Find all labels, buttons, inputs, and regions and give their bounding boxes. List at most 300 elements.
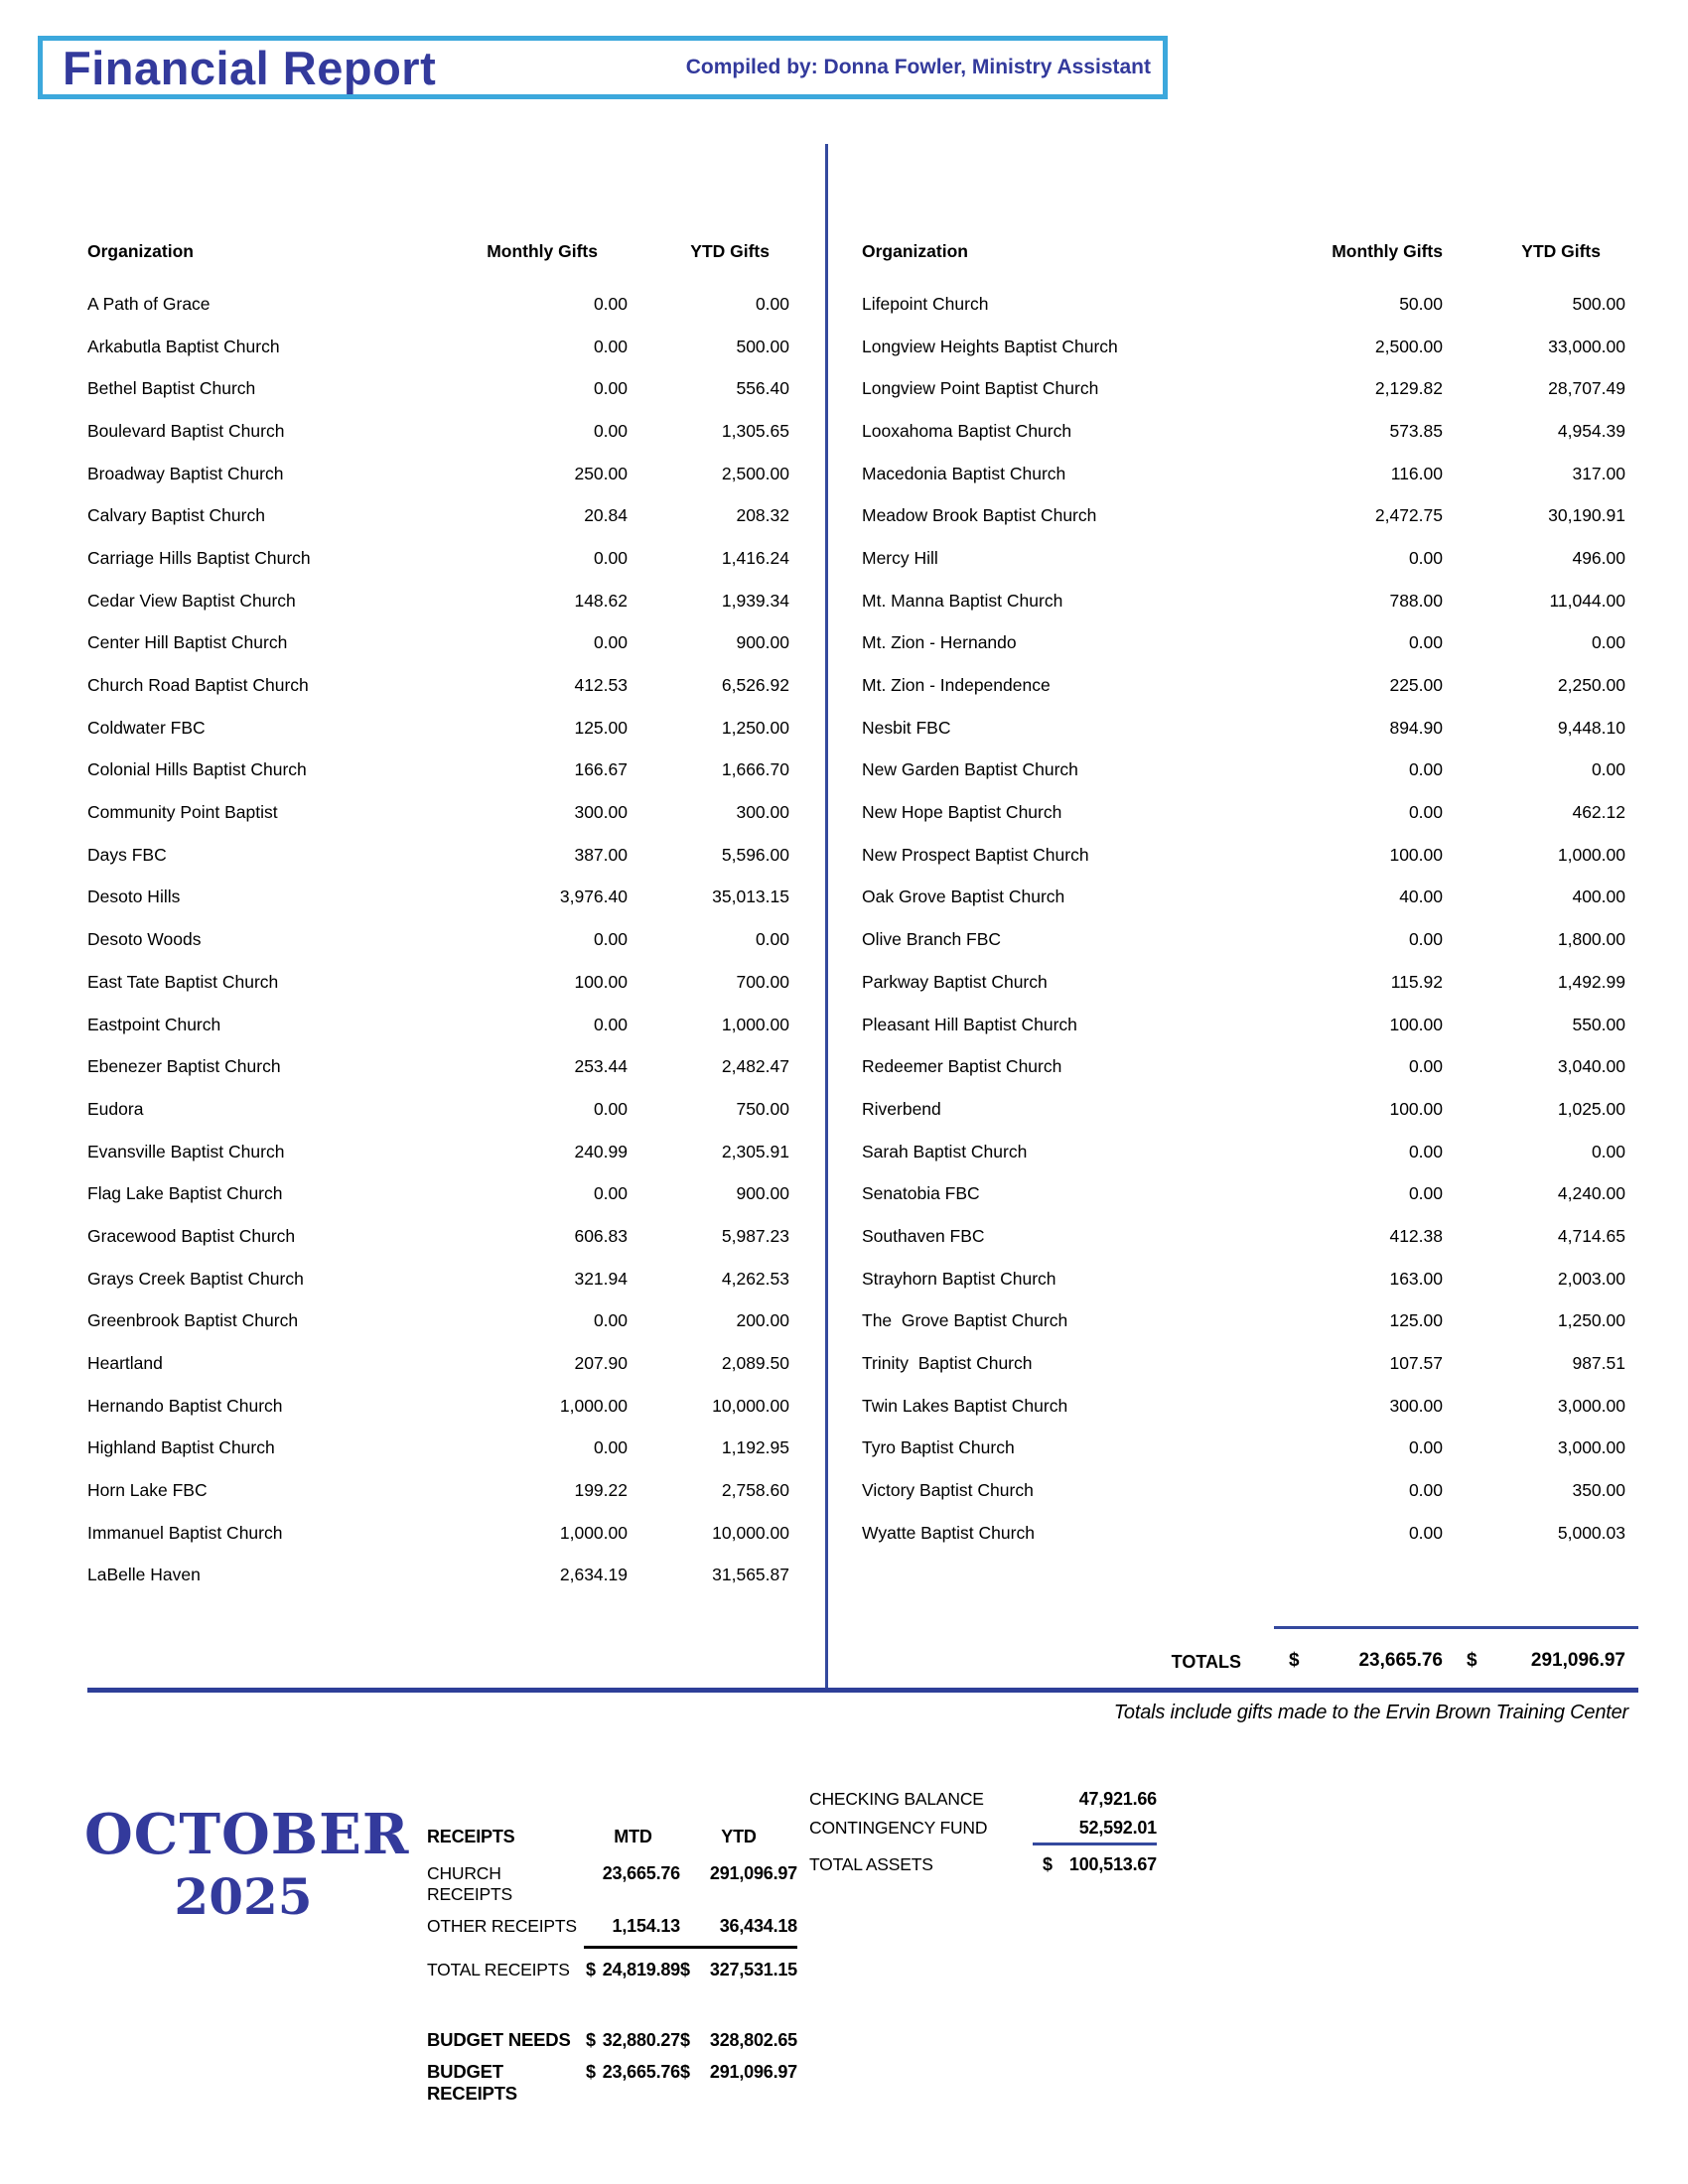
org-name: Bethel Baptist Church: [87, 378, 256, 399]
receipts-sum-rule: [584, 1946, 797, 1949]
monthly-gifts-value: 894.90: [1389, 717, 1443, 738]
monthly-gifts-value: 0.00: [593, 929, 628, 950]
table-row: [862, 1258, 1625, 1300]
receipts-section: [427, 1827, 804, 2105]
org-name: Horn Lake FBC: [87, 1480, 208, 1501]
table-row: [862, 664, 1625, 707]
table-row: [87, 1215, 789, 1258]
table-row: [87, 622, 789, 665]
monthly-gifts-value: 166.67: [574, 759, 628, 780]
ytd-gifts-value: 1,000.00: [1557, 844, 1625, 865]
ytd-gifts-value: 1,250.00: [1557, 1310, 1625, 1331]
org-name: Longview Heights Baptist Church: [862, 336, 1118, 356]
org-name: Cedar View Baptist Church: [87, 590, 296, 611]
org-name: Mt. Manna Baptist Church: [862, 590, 1063, 611]
monthly-gifts-value: 100.00: [1389, 844, 1443, 865]
table-row: [87, 1258, 789, 1300]
monthly-gifts-value: 125.00: [574, 717, 628, 738]
monthly-gifts-value: 412.53: [574, 675, 628, 696]
org-name: Meadow Brook Baptist Church: [862, 505, 1097, 526]
ytd-gifts-value: 1,492.99: [1557, 971, 1625, 992]
monthly-gifts-value: 163.00: [1389, 1268, 1443, 1289]
balances-sum-rule: [1033, 1843, 1157, 1845]
ytd-value: $ 291,096.97: [680, 2062, 797, 2082]
mtd-value: $ 32,880.27: [586, 2030, 680, 2050]
org-name: Senatobia FBC: [862, 1183, 980, 1204]
org-name: Eastpoint Church: [87, 1014, 221, 1034]
org-name: Desoto Woods: [87, 929, 202, 950]
table-row: [87, 877, 789, 919]
table-row: [87, 1428, 789, 1470]
table-row: [862, 622, 1625, 665]
table-row: [862, 1385, 1625, 1428]
ytd-gifts-value: 11,044.00: [1549, 590, 1625, 611]
org-name: Longview Point Baptist Church: [862, 378, 1099, 399]
ytd-gifts-value: 3,000.00: [1557, 1395, 1625, 1416]
monthly-gifts-value: 0.00: [1408, 547, 1443, 568]
monthly-gifts-value: 2,472.75: [1374, 505, 1443, 526]
ytd-gifts-value: 500.00: [736, 336, 789, 356]
monthly-gifts-value: 253.44: [574, 1056, 628, 1077]
budget-receipts-row: [427, 2061, 804, 2105]
monthly-gifts-value: 0.00: [1408, 929, 1443, 950]
table-row: [87, 664, 789, 707]
ytd-gifts-value: 1,000.00: [721, 1014, 789, 1034]
table-row: [87, 1300, 789, 1343]
org-name: The Grove Baptist Church: [862, 1310, 1068, 1331]
ytd-gifts-value: 556.40: [736, 378, 789, 399]
org-name: Olive Branch FBC: [862, 929, 1002, 950]
org-name: Evansville Baptist Church: [87, 1141, 285, 1161]
org-name: Parkway Baptist Church: [862, 971, 1048, 992]
table-row: [862, 961, 1625, 1004]
org-name: Strayhorn Baptist Church: [862, 1268, 1056, 1289]
ytd-gifts-value: 1,305.65: [721, 420, 789, 441]
ytd-gifts-value: 500.00: [1572, 293, 1625, 314]
monthly-gifts-value: 0.00: [593, 1437, 628, 1458]
ytd-gifts-value: 317.00: [1572, 463, 1625, 483]
dollar-sign: $: [1043, 1854, 1053, 1874]
ytd-gifts-value: 1,416.24: [721, 547, 789, 568]
ytd-gifts-value: 200.00: [736, 1310, 789, 1331]
table-row: [862, 1045, 1625, 1088]
monthly-gifts-value: 125.00: [1389, 1310, 1443, 1331]
org-name: Boulevard Baptist Church: [87, 420, 285, 441]
table-row: [87, 750, 789, 792]
monthly-gifts-value: 0.00: [1408, 1141, 1443, 1161]
mtd-value: $ 24,819.89: [586, 1960, 680, 1979]
monthly-gifts-value: 0.00: [593, 1014, 628, 1034]
org-name: Redeemer Baptist Church: [862, 1056, 1062, 1077]
monthly-gifts-value: 300.00: [574, 802, 628, 823]
monthly-gifts-value: 250.00: [574, 463, 628, 483]
monthly-gifts-value: 788.00: [1389, 590, 1443, 611]
column-header-mtd: MTD: [614, 1827, 652, 1846]
ytd-gifts-value: 28,707.49: [1548, 378, 1625, 399]
row-label: TOTAL ASSETS: [809, 1854, 933, 1874]
org-name: Eudora: [87, 1098, 144, 1119]
org-name: Wyatte Baptist Church: [862, 1522, 1035, 1543]
table-row: [87, 791, 789, 834]
ytd-gifts-value: 0.00: [1591, 1141, 1625, 1161]
receipts-title: RECEIPTS: [427, 1827, 515, 1846]
ytd-gifts-value: 33,000.00: [1548, 336, 1625, 356]
table-row: [862, 1215, 1625, 1258]
table-row: [87, 494, 789, 537]
monthly-gifts-value: 199.22: [574, 1480, 628, 1501]
ytd-value: $ 327,531.15: [680, 1960, 797, 1979]
row-label: BUDGET NEEDS: [427, 2029, 571, 2050]
table-row: [87, 961, 789, 1004]
table-row: [862, 750, 1625, 792]
monthly-gifts-value: 40.00: [1399, 887, 1443, 907]
column-header-monthly-gifts: Monthly Gifts: [487, 241, 598, 261]
checking-balance-row: [809, 1789, 1157, 1810]
monthly-gifts-value: 1,000.00: [559, 1395, 628, 1416]
ytd-value: 36,434.18: [719, 1916, 797, 1936]
org-name: Carriage Hills Baptist Church: [87, 547, 311, 568]
totals-row: [0, 1648, 1688, 1680]
org-name: Lifepoint Church: [862, 293, 989, 314]
table-row: [862, 918, 1625, 961]
monthly-gifts-value: 0.00: [593, 547, 628, 568]
monthly-gifts-value: 20.84: [584, 505, 628, 526]
row-label: CONTINGENCY FUND: [809, 1818, 988, 1838]
monthly-gifts-value: 0.00: [593, 1183, 628, 1204]
ytd-gifts-value: 4,240.00: [1557, 1183, 1625, 1204]
org-name: Days FBC: [87, 844, 167, 865]
ytd-gifts-value: 4,262.53: [721, 1268, 789, 1289]
monthly-gifts-value: 0.00: [593, 336, 628, 356]
org-name: Colonial Hills Baptist Church: [87, 759, 307, 780]
monthly-gifts-value: 0.00: [593, 293, 628, 314]
ytd-gifts-value: 6,526.92: [721, 675, 789, 696]
ytd-gifts-value: 900.00: [736, 632, 789, 653]
table-column-divider: [825, 144, 828, 1690]
org-name: Looxahoma Baptist Church: [862, 420, 1072, 441]
org-name: Greenbrook Baptist Church: [87, 1310, 299, 1331]
left-table: [87, 283, 789, 1596]
monthly-gifts-value: 0.00: [1408, 1056, 1443, 1077]
ytd-gifts-value: 2,250.00: [1557, 675, 1625, 696]
total-assets-row: [809, 1854, 1157, 1875]
table-row: [87, 834, 789, 877]
ytd-gifts-value: 1,666.70: [721, 759, 789, 780]
ytd-gifts-value: 3,000.00: [1557, 1437, 1625, 1458]
ytd-gifts-value: 10,000.00: [712, 1522, 789, 1543]
monthly-gifts-value: 2,500.00: [1374, 336, 1443, 356]
ytd-gifts-value: 900.00: [736, 1183, 789, 1204]
monthly-gifts-value: 225.00: [1389, 675, 1443, 696]
org-name: Nesbit FBC: [862, 717, 951, 738]
ytd-value: 291,096.97: [709, 1863, 797, 1883]
ytd-gifts-value: 2,305.91: [721, 1141, 789, 1161]
org-name: Arkabutla Baptist Church: [87, 336, 280, 356]
period-month: OCTOBER: [84, 1802, 410, 1867]
org-name: Calvary Baptist Church: [87, 505, 265, 526]
ytd-gifts-value: 35,013.15: [712, 887, 789, 907]
row-label: BUDGET RECEIPTS: [427, 2061, 517, 2104]
column-header-organization: Organization: [862, 241, 968, 261]
table-row: [87, 1342, 789, 1385]
table-row: [862, 707, 1625, 750]
column-header-organization: Organization: [87, 241, 194, 261]
ytd-gifts-value: 350.00: [1572, 1480, 1625, 1501]
period-year: 2025: [174, 1867, 313, 1926]
table-row: [87, 1172, 789, 1215]
table-row: [87, 367, 789, 410]
totals-label: TOTALS: [1171, 1652, 1241, 1672]
org-name: Heartland: [87, 1353, 163, 1374]
monthly-gifts-value: 148.62: [574, 590, 628, 611]
balance-value: $ 100,513.67: [1043, 1854, 1157, 1874]
compiled-by-text: Compiled by: Donna Fowler, Ministry Assistant: [685, 56, 1151, 78]
dollar-sign: $: [680, 2062, 690, 2082]
ytd-gifts-value: 2,003.00: [1557, 1268, 1625, 1289]
org-name: Riverbend: [862, 1098, 941, 1119]
ytd-gifts-value: 0.00: [755, 929, 789, 950]
dollar-sign: $: [680, 2030, 690, 2050]
mtd-value: 23,665.76: [602, 1863, 680, 1883]
table-row: [87, 453, 789, 495]
table-row: [87, 1555, 789, 1597]
monthly-gifts-value: 573.85: [1389, 420, 1443, 441]
org-name: Highland Baptist Church: [87, 1437, 275, 1458]
table-row: [862, 1512, 1625, 1555]
ytd-gifts-value: 2,500.00: [721, 463, 789, 483]
monthly-gifts-value: 116.00: [1390, 463, 1443, 483]
org-name: New Garden Baptist Church: [862, 759, 1078, 780]
page-title: Financial Report: [63, 41, 437, 94]
org-name: Ebenezer Baptist Church: [87, 1056, 281, 1077]
monthly-gifts-value: 3,976.40: [559, 887, 628, 907]
org-name: Immanuel Baptist Church: [87, 1522, 283, 1543]
table-row: [87, 1004, 789, 1046]
org-name: Broadway Baptist Church: [87, 463, 284, 483]
monthly-gifts-value: 2,634.19: [559, 1565, 628, 1585]
table-row: [862, 1172, 1625, 1215]
org-name: New Hope Baptist Church: [862, 802, 1062, 823]
ytd-gifts-value: 0.00: [1591, 632, 1625, 653]
ytd-gifts-value: 9,448.10: [1557, 717, 1625, 738]
budget-needs-row: [427, 2029, 804, 2051]
left-table-header: [87, 241, 789, 262]
table-row: [87, 283, 789, 326]
column-header-ytd-gifts: YTD Gifts: [690, 241, 770, 261]
row-label: TOTAL RECEIPTS: [427, 1960, 570, 1979]
column-header-ytd: YTD: [721, 1827, 757, 1846]
monthly-gifts-value: 115.92: [1390, 971, 1443, 992]
monthly-gifts-value: 0.00: [593, 1098, 628, 1119]
ytd-gifts-value: 1,250.00: [721, 717, 789, 738]
ytd-gifts-value: 1,025.00: [1557, 1098, 1625, 1119]
org-name: Flag Lake Baptist Church: [87, 1183, 283, 1204]
org-name: Community Point Baptist: [87, 802, 278, 823]
ytd-gifts-value: 1,939.34: [721, 590, 789, 611]
balance-value: 47,921.66: [1078, 1789, 1157, 1809]
ytd-gifts-value: 750.00: [736, 1098, 789, 1119]
org-name: New Prospect Baptist Church: [862, 844, 1089, 865]
column-header-monthly-gifts: Monthly Gifts: [1332, 241, 1443, 261]
org-name: Southaven FBC: [862, 1225, 985, 1246]
dollar-sign: $: [586, 1960, 596, 1979]
org-name: Macedonia Baptist Church: [862, 463, 1066, 483]
right-table: [862, 283, 1625, 1555]
monthly-gifts-value: 0.00: [593, 378, 628, 399]
ytd-gifts-value: 987.51: [1572, 1353, 1625, 1374]
ytd-gifts-value: 300.00: [736, 802, 789, 823]
ytd-gifts-value: 496.00: [1572, 547, 1625, 568]
ytd-gifts-value: 5,000.03: [1557, 1522, 1625, 1543]
table-row: [862, 1342, 1625, 1385]
org-name: A Path of Grace: [87, 293, 211, 314]
ytd-gifts-value: 550.00: [1572, 1014, 1625, 1034]
table-row: [862, 1131, 1625, 1173]
table-row: [87, 410, 789, 453]
table-row: [862, 1469, 1625, 1512]
table-row: [87, 1385, 789, 1428]
ytd-gifts-value: 2,482.47: [721, 1056, 789, 1077]
table-row: [862, 494, 1625, 537]
org-name: East Tate Baptist Church: [87, 971, 279, 992]
ytd-gifts-value: 2,089.50: [721, 1353, 789, 1374]
table-row: [87, 580, 789, 622]
org-name: Gracewood Baptist Church: [87, 1225, 296, 1246]
ytd-gifts-value: 4,714.65: [1557, 1225, 1625, 1246]
org-name: Tyro Baptist Church: [862, 1437, 1015, 1458]
monthly-gifts-value: 412.38: [1389, 1225, 1443, 1246]
contingency-fund-row: [809, 1818, 1157, 1839]
dollar-sign: $: [1289, 1650, 1300, 1671]
table-row: [87, 1469, 789, 1512]
receipts-header-row: [427, 1827, 804, 1847]
mtd-value: 1,154.13: [612, 1916, 680, 1936]
ytd-gifts-value: 4,954.39: [1557, 420, 1625, 441]
ytd-gifts-value: 1,192.95: [721, 1437, 789, 1458]
org-name: Center Hill Baptist Church: [87, 632, 288, 653]
monthly-gifts-value: 100.00: [1389, 1098, 1443, 1119]
row-label: CHECKING BALANCE: [809, 1789, 984, 1809]
org-name: Hernando Baptist Church: [87, 1395, 283, 1416]
org-name: Church Road Baptist Church: [87, 675, 309, 696]
table-row: [87, 1131, 789, 1173]
dollar-sign: $: [586, 2062, 596, 2082]
ytd-gifts-value: 30,190.91: [1548, 505, 1625, 526]
table-row: [862, 1428, 1625, 1470]
org-name: Grays Creek Baptist Church: [87, 1268, 304, 1289]
table-row: [862, 1088, 1625, 1131]
monthly-gifts-value: 0.00: [1408, 759, 1443, 780]
mtd-value: $ 23,665.76: [586, 2062, 680, 2082]
dollar-sign: $: [680, 1960, 690, 1979]
balances-section: [809, 1789, 1157, 1875]
org-name: Oak Grove Baptist Church: [862, 887, 1065, 907]
org-name: Trinity Baptist Church: [862, 1353, 1033, 1374]
other-receipts-row: [427, 1916, 804, 1937]
dollar-sign: $: [586, 2030, 596, 2050]
ytd-gifts-value: 400.00: [1572, 887, 1625, 907]
org-name: Desoto Hills: [87, 887, 181, 907]
table-row: [862, 834, 1625, 877]
table-row: [862, 791, 1625, 834]
ytd-value: $ 328,802.65: [680, 2030, 797, 2050]
table-row: [862, 453, 1625, 495]
monthly-gifts-value: 0.00: [1408, 1480, 1443, 1501]
monthly-gifts-value: 0.00: [1408, 802, 1443, 823]
monthly-gifts-value: 387.00: [574, 844, 628, 865]
org-name: Mt. Zion - Independence: [862, 675, 1051, 696]
ytd-gifts-value: 3,040.00: [1557, 1056, 1625, 1077]
balance-value: 52,592.01: [1078, 1818, 1157, 1838]
ytd-gifts-value: 31,565.87: [712, 1565, 789, 1585]
report-period: [84, 1802, 410, 1926]
ytd-gifts-value: 208.32: [736, 505, 789, 526]
monthly-gifts-value: 1,000.00: [559, 1522, 628, 1543]
monthly-gifts-value: 0.00: [1408, 632, 1443, 653]
monthly-gifts-value: 0.00: [593, 632, 628, 653]
monthly-gifts-value: 2,129.82: [1374, 378, 1443, 399]
ytd-gifts-value: 462.12: [1572, 802, 1625, 823]
org-name: Mercy Hill: [862, 547, 938, 568]
org-name: Twin Lakes Baptist Church: [862, 1395, 1068, 1416]
ytd-gifts-value: 0.00: [755, 293, 789, 314]
table-row: [87, 537, 789, 580]
header-box: [38, 36, 1168, 99]
table-row: [862, 580, 1625, 622]
ytd-gifts-value: 700.00: [736, 971, 789, 992]
row-label: CHURCH RECEIPTS: [427, 1863, 512, 1904]
table-row: [87, 918, 789, 961]
table-row: [87, 707, 789, 750]
monthly-gifts-value: 0.00: [1408, 1437, 1443, 1458]
org-name: Pleasant Hill Baptist Church: [862, 1014, 1077, 1034]
monthly-gifts-value: 50.00: [1399, 293, 1443, 314]
monthly-gifts-value: 0.00: [1408, 1183, 1443, 1204]
monthly-gifts-value: 240.99: [574, 1141, 628, 1161]
totals-overline: [1274, 1626, 1638, 1629]
ytd-gifts-value: 10,000.00: [712, 1395, 789, 1416]
org-name: Coldwater FBC: [87, 717, 206, 738]
dollar-sign: $: [1467, 1650, 1477, 1671]
row-label: OTHER RECEIPTS: [427, 1916, 577, 1936]
monthly-gifts-value: 0.00: [593, 1310, 628, 1331]
totals-monthly-value: $ 23,665.76: [1289, 1650, 1443, 1671]
table-row: [862, 537, 1625, 580]
table-row: [87, 1512, 789, 1555]
table-row: [87, 1045, 789, 1088]
table-row: [862, 1300, 1625, 1343]
right-table-header: [862, 241, 1625, 262]
monthly-gifts-value: 606.83: [574, 1225, 628, 1246]
table-row: [87, 1088, 789, 1131]
monthly-gifts-value: 0.00: [1408, 1522, 1443, 1543]
org-name: Victory Baptist Church: [862, 1480, 1034, 1501]
totals-note: Totals include gifts made to the Ervin Brown Training Center: [1113, 1702, 1628, 1723]
table-row: [87, 326, 789, 368]
totals-ytd-value: $ 291,096.97: [1467, 1650, 1625, 1671]
ytd-gifts-value: 2,758.60: [721, 1480, 789, 1501]
org-name: Sarah Baptist Church: [862, 1141, 1028, 1161]
table-row: [862, 877, 1625, 919]
table-bottom-rule: [87, 1688, 1638, 1693]
table-row: [862, 410, 1625, 453]
table-row: [862, 326, 1625, 368]
column-header-ytd-gifts: YTD Gifts: [1521, 241, 1601, 261]
total-receipts-row: [427, 1960, 804, 1980]
ytd-gifts-value: 5,596.00: [721, 844, 789, 865]
table-row: [862, 1004, 1625, 1046]
monthly-gifts-value: 321.94: [574, 1268, 628, 1289]
